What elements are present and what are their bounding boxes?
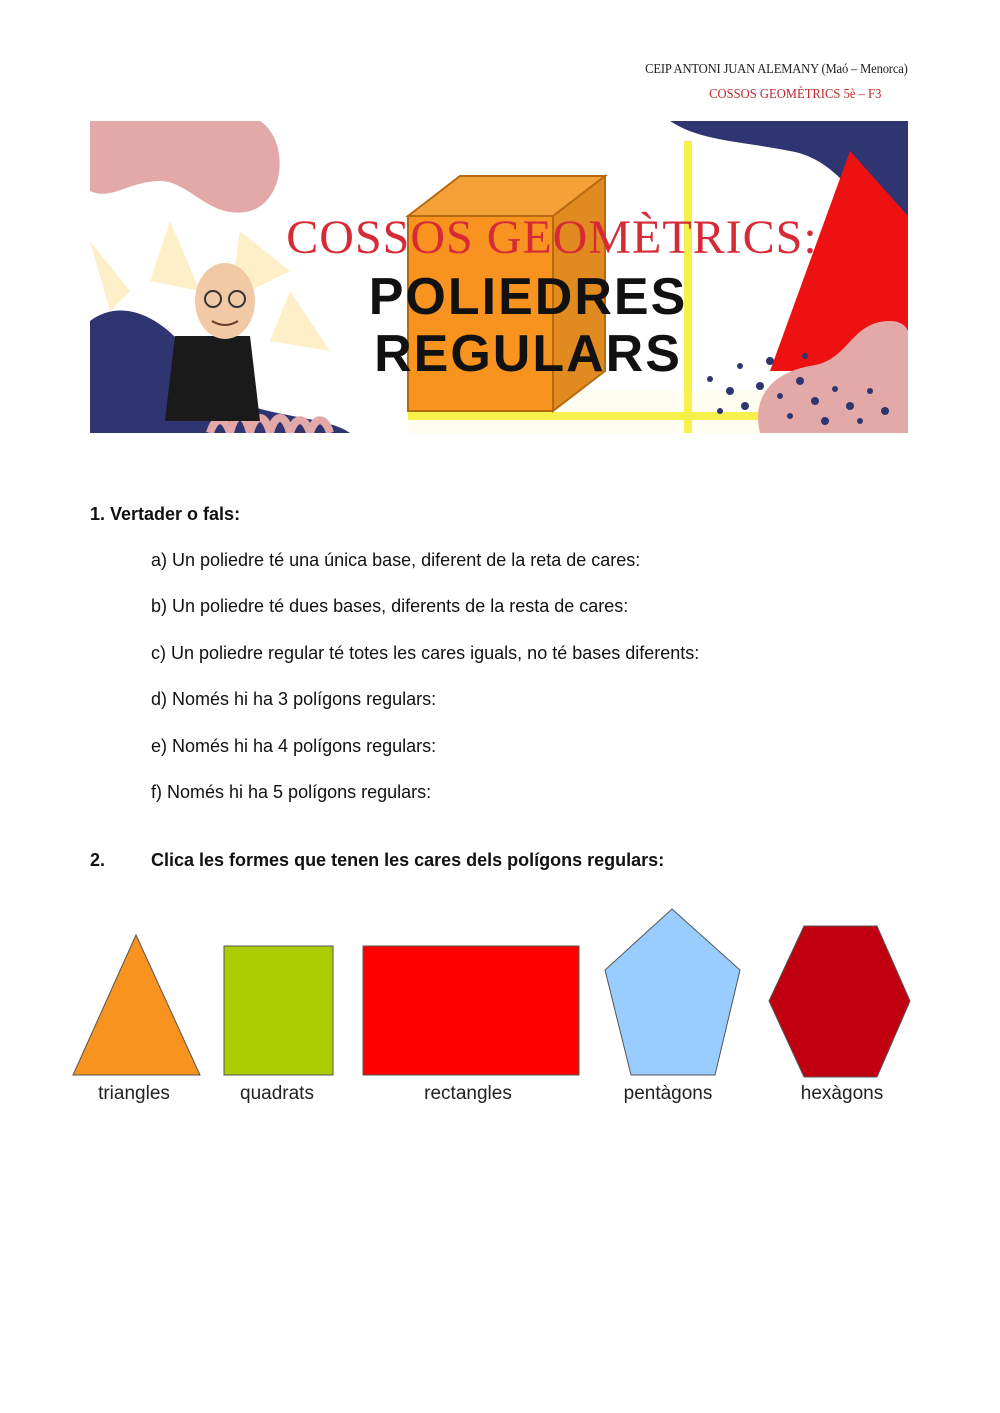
pentagon-label: pentàgons <box>623 1083 713 1104</box>
square-label: quadrats <box>240 1083 314 1104</box>
banner-title-line3: REGULARS <box>374 325 682 383</box>
triangle-shape[interactable] <box>73 935 200 1075</box>
shape-pentagon[interactable] <box>605 909 740 1104</box>
banner-title-line2: POLIEDRES <box>368 268 688 326</box>
pentagon-shape[interactable] <box>605 909 740 1075</box>
q1-item-d: d) Només hi ha 3 polígons regulars: <box>151 689 437 709</box>
question2-number: 2. <box>90 850 106 870</box>
shape-triangle[interactable] <box>73 935 200 1104</box>
shape-square[interactable] <box>224 946 333 1104</box>
q1-item-e: e) Només hi ha 4 polígons regulars: <box>151 736 437 756</box>
rectangle-shape[interactable] <box>363 946 579 1075</box>
subject-header: COSSOS GEOMÈTRICS 5è – F3 <box>708 87 881 102</box>
banner <box>90 121 908 433</box>
q1-item-c: c) Un poliedre regular té totes les cares iguals, no té bases diferents: <box>151 643 700 663</box>
rectangle-label: rectangles <box>424 1083 512 1104</box>
triangle-label: triangles <box>98 1083 170 1104</box>
hexagon-shape[interactable] <box>769 926 910 1077</box>
school-header: CEIP ANTONI JUAN ALEMANY (Maó – Menorca) <box>645 62 908 77</box>
q1-item-a: a) Un poliedre té una única base, diferent de la reta de cares: <box>151 550 641 570</box>
hexagon-label: hexàgons <box>800 1083 884 1104</box>
q1-item-b: b) Un poliedre té dues bases, diferents de la resta de cares: <box>151 596 629 616</box>
question2-title: Clica les formes que tenen les cares dels polígons regulars: <box>151 850 665 870</box>
q1-item-f: f) Només hi ha 5 polígons regulars: <box>151 782 432 802</box>
shape-options <box>0 900 1000 1120</box>
shape-rectangle[interactable] <box>363 946 579 1104</box>
shape-hexagon[interactable] <box>769 926 910 1104</box>
banner-title-line1: COSSOS GEOMÈTRICS: <box>286 211 818 264</box>
square-shape[interactable] <box>224 946 333 1075</box>
question1-title: 1. Vertader o fals: <box>90 504 241 524</box>
